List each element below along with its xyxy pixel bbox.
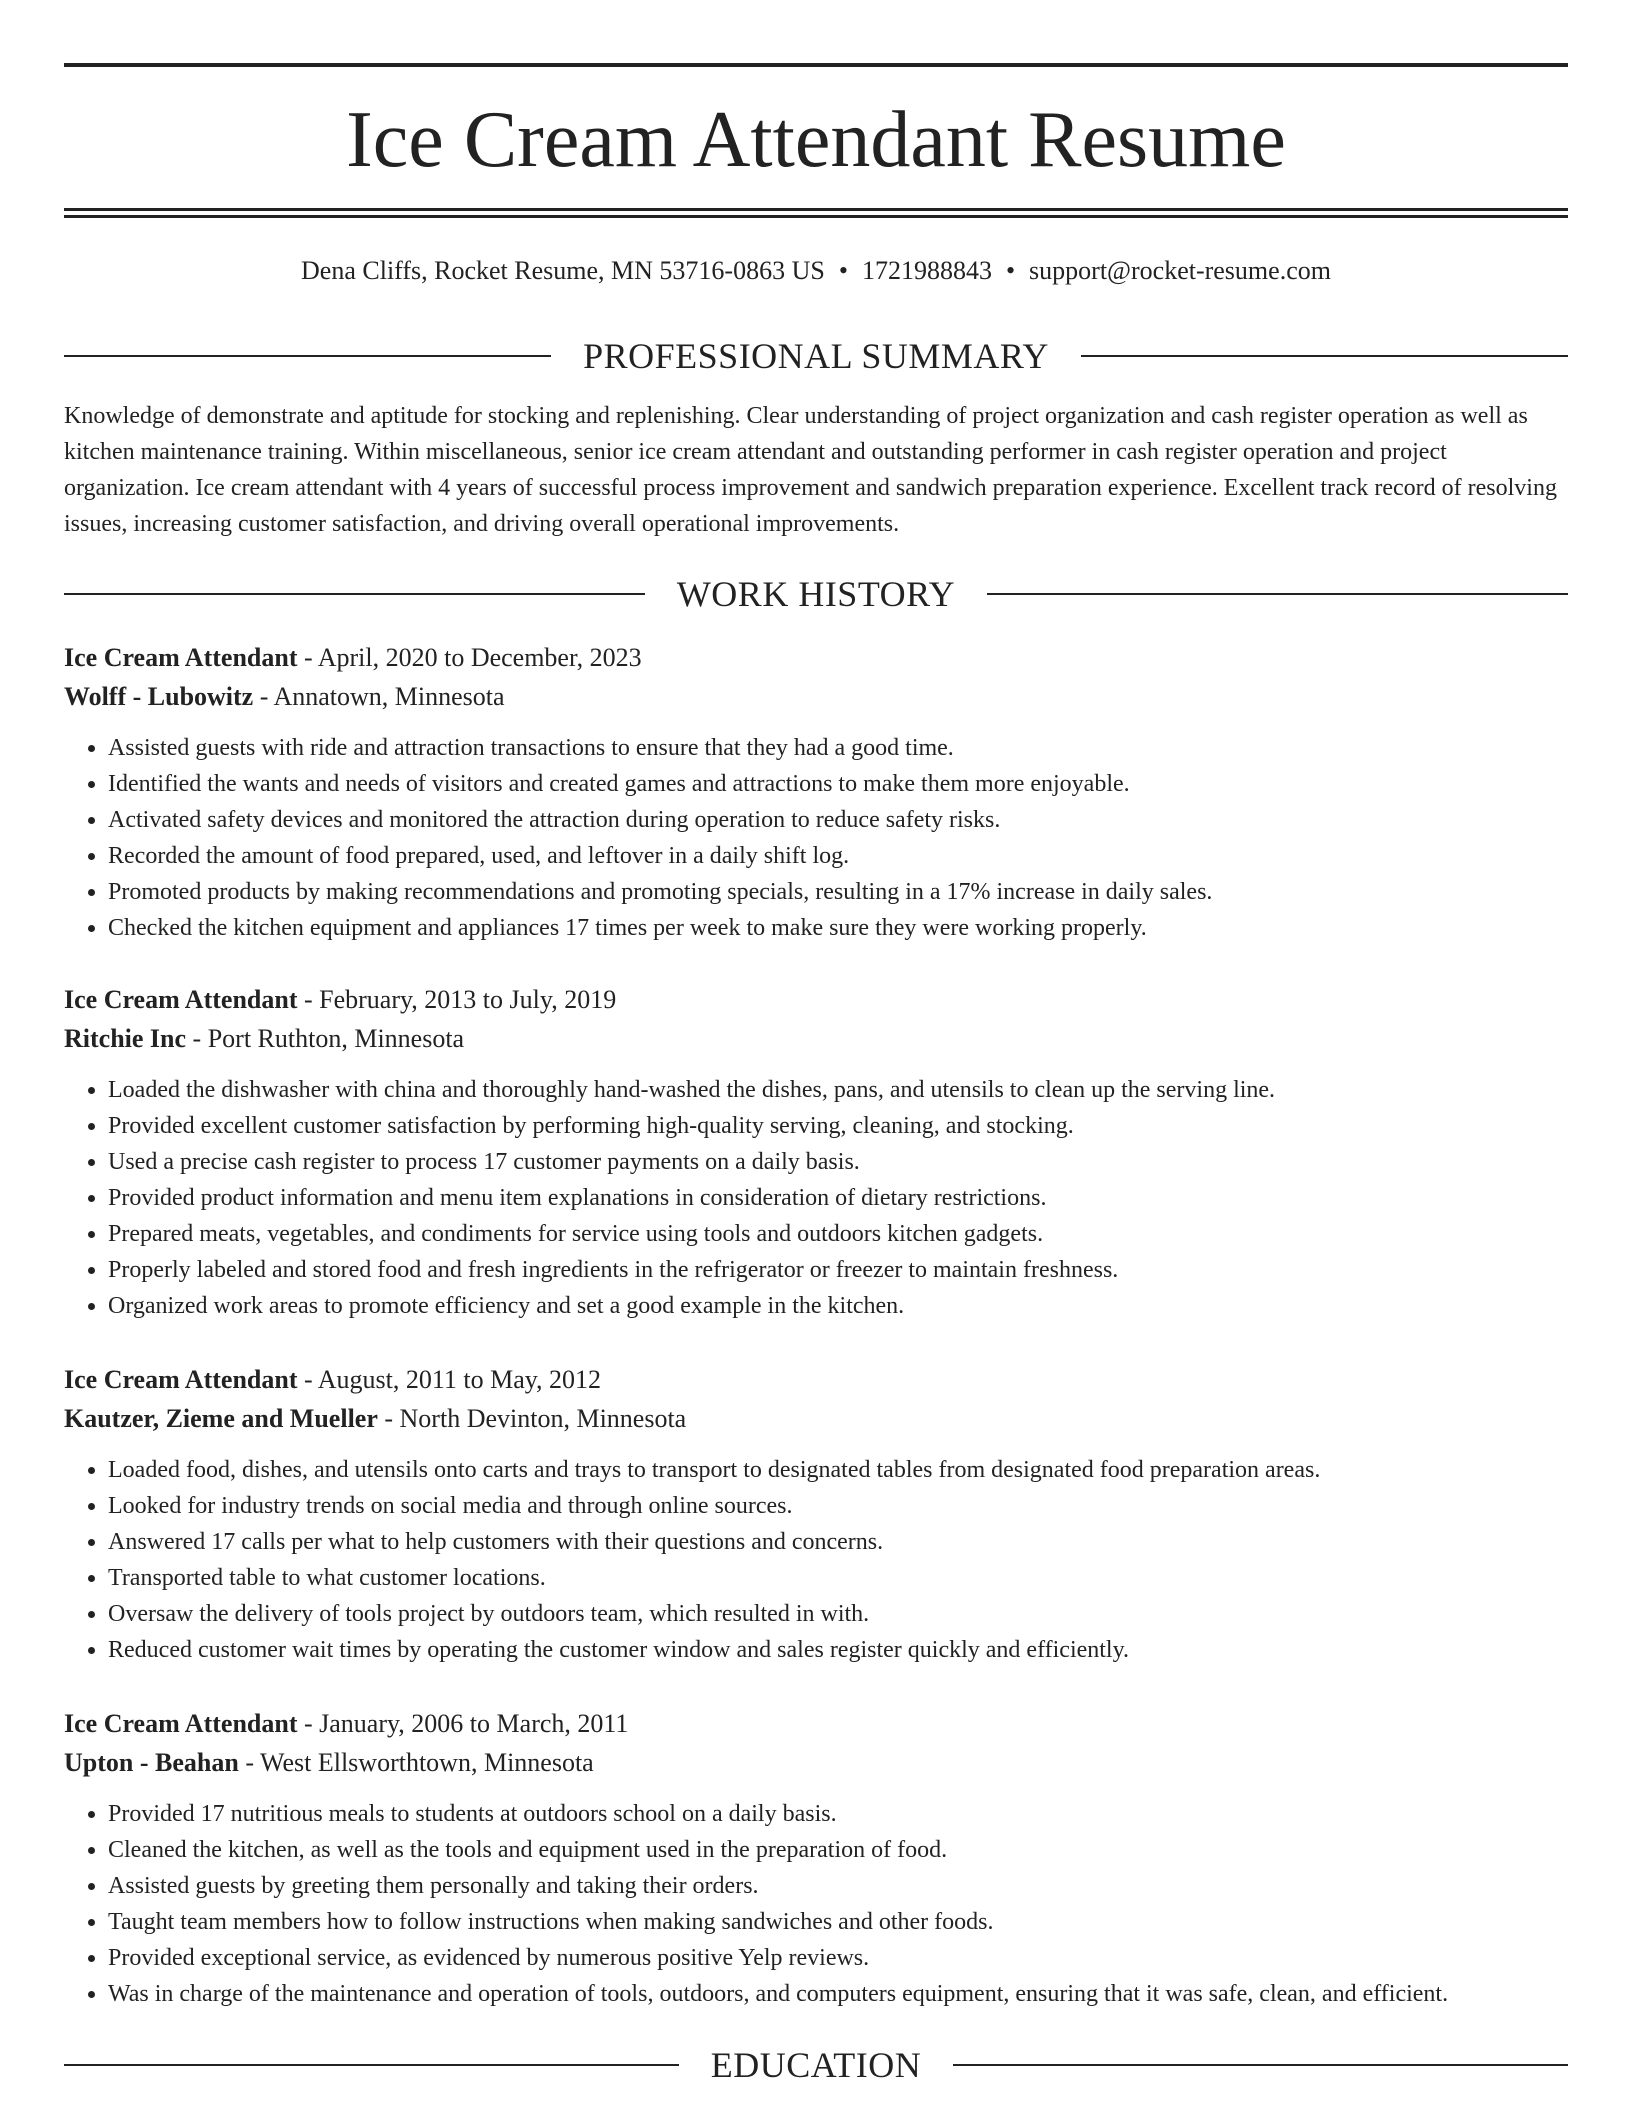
- top-rule: [64, 63, 1568, 67]
- job-company-line: [64, 1020, 1568, 1058]
- job-title: Ice Cream Attendant: [64, 985, 298, 1014]
- job-title: Ice Cream Attendant: [64, 1709, 298, 1738]
- heading-rule: [64, 2064, 679, 2066]
- job-company: Ritchie Inc: [64, 1024, 187, 1053]
- job-entry: [64, 981, 1568, 1324]
- job-company: Kautzer, Zieme and Mueller: [64, 1404, 378, 1433]
- list-item: • Activated safety devices and monitored the attraction during operation to reduce safety risks.: [108, 802, 1568, 838]
- job-title: Ice Cream Attendant: [64, 643, 298, 672]
- section-heading-education: [64, 2043, 1568, 2087]
- job-dates: - August, 2011 to May, 2012: [297, 1365, 602, 1394]
- list-item: • Loaded the dishwasher with china and thoroughly hand-washed the dishes, pans, and utensils to clean up the serving line.: [108, 1072, 1568, 1108]
- professional-summary: Knowledge of demonstrate and aptitude for stocking and replenishing. Clear understanding of project organization and cash register operation as well as kitchen maintenance training. Within miscellaneous, senior ice cream attendant and outstanding performer in cash register operation and project organization. Ice cream attendant with 4 years of successful process improvement and sandwich preparation experience. Excellent track record of resolving issues, increasing customer satisfaction, and driving overall operational improvements.: [64, 403, 1557, 537]
- list-item: • Prepared meats, vegetables, and condiments for service using tools and outdoors kitchen gadgets.: [108, 1216, 1568, 1252]
- contact-phone: 1721988843: [861, 256, 992, 285]
- list-item: • Identified the wants and needs of visitors and created games and attractions to make them more enjoyable.: [108, 766, 1568, 802]
- list-item: • Recorded the amount of food prepared, used, and leftover in a daily shift log.: [108, 838, 1568, 874]
- job-company-line: [64, 1744, 1568, 1782]
- title-double-rule: [64, 208, 1568, 218]
- list-item: • Promoted products by making recommendations and promoting specials, resulting in a 17% increase in daily sales.: [108, 874, 1568, 910]
- list-item: • Looked for industry trends on social media and through online sources.: [108, 1488, 1568, 1524]
- resume-title: Ice Cream Attendant Resume: [346, 96, 1286, 184]
- list-item: • Properly labeled and stored food and fresh ingredients in the refrigerator or freezer to maintain freshness.: [108, 1252, 1568, 1288]
- list-item: • Checked the kitchen equipment and appliances 17 times per week to make sure they were working properly.: [108, 910, 1568, 946]
- heading-rule: [64, 355, 551, 357]
- job-title-line: [64, 1705, 1568, 1743]
- list-item: • Assisted guests with ride and attraction transactions to ensure that they had a good time.: [108, 730, 1568, 766]
- job-bullets: [64, 1796, 1568, 2012]
- contact-address: Dena Cliffs, Rocket Resume, MN 53716-0863 US: [301, 256, 825, 285]
- list-item: • Reduced customer wait times by operating the customer window and sales register quickly and efficiently.: [108, 1632, 1568, 1668]
- contact-separator: •: [1005, 256, 1016, 285]
- heading-rule: [953, 2064, 1568, 2066]
- section-title: PROFESSIONAL SUMMARY: [583, 336, 1049, 376]
- job-location: - Annatown, Minnesota: [253, 682, 505, 711]
- job-dates: - April, 2020 to December, 2023: [297, 643, 642, 672]
- contact-email: support@rocket-resume.com: [1029, 256, 1331, 285]
- list-item: • Organized work areas to promote efficiency and set a good example in the kitchen.: [108, 1288, 1568, 1324]
- job-location: - West Ellsworthtown, Minnesota: [238, 1748, 594, 1777]
- section-title: WORK HISTORY: [676, 574, 956, 614]
- job-dates: - February, 2013 to July, 2019: [297, 985, 617, 1014]
- job-company: Upton - Beahan: [64, 1748, 239, 1777]
- job-location: - Port Ruthton, Minnesota: [186, 1024, 465, 1053]
- heading-rule: [64, 593, 645, 595]
- list-item: • Oversaw the delivery of tools project by outdoors team, which resulted in with.: [108, 1596, 1568, 1632]
- job-dates: - January, 2006 to March, 2011: [297, 1709, 629, 1738]
- job-title-line: [64, 1361, 1568, 1399]
- heading-rule: [1081, 355, 1568, 357]
- list-item: • Cleaned the kitchen, as well as the tools and equipment used in the preparation of food.: [108, 1832, 1568, 1868]
- list-item: • Answered 17 calls per what to help customers with their questions and concerns.: [108, 1524, 1568, 1560]
- job-location: - North Devinton, Minnesota: [377, 1404, 687, 1433]
- job-entry: [64, 1361, 1568, 1668]
- list-item: • Provided product information and menu item explanations in consideration of dietary restrictions.: [108, 1180, 1568, 1216]
- job-bullets: [64, 1452, 1568, 1668]
- list-item: • Transported table to what customer locations.: [108, 1560, 1568, 1596]
- job-entry: [64, 639, 1568, 946]
- job-company: Wolff - Lubowitz: [64, 682, 254, 711]
- section-heading-work-history: [64, 572, 1568, 616]
- job-entry: [64, 1705, 1568, 2012]
- list-item: • Assisted guests by greeting them personally and taking their orders.: [108, 1868, 1568, 1904]
- job-title-line: [64, 981, 1568, 1019]
- heading-rule: [987, 593, 1568, 595]
- list-item: • Provided exceptional service, as evidenced by numerous positive Yelp reviews.: [108, 1940, 1568, 1976]
- contact-separator: •: [838, 256, 848, 285]
- list-item: • Was in charge of the maintenance and operation of tools, outdoors, and computers equipment, ensuring that it was safe, clean, and efficient.: [108, 1976, 1568, 2012]
- list-item: • Used a precise cash register to process 17 customer payments on a daily basis.: [108, 1144, 1568, 1180]
- list-item: • Provided excellent customer satisfaction by performing high-quality serving, cleaning, and stocking.: [108, 1108, 1568, 1144]
- job-title-line: [64, 639, 1568, 677]
- job-company-line: [64, 678, 1568, 716]
- job-bullets: [64, 1072, 1568, 1324]
- list-item: • Loaded food, dishes, and utensils onto carts and trays to transport to designated tables from designated food preparation areas.: [108, 1452, 1568, 1488]
- job-bullets: [64, 730, 1568, 946]
- list-item: • Provided 17 nutritious meals to students at outdoors school on a daily basis.: [108, 1796, 1568, 1832]
- job-company-line: [64, 1400, 1568, 1438]
- section-title: EDUCATION: [710, 2045, 922, 2085]
- section-heading-summary: [64, 334, 1568, 378]
- job-title: Ice Cream Attendant: [64, 1365, 298, 1394]
- contact-line: [64, 254, 1568, 288]
- list-item: • Taught team members how to follow instructions when making sandwiches and other foods.: [108, 1904, 1568, 1940]
